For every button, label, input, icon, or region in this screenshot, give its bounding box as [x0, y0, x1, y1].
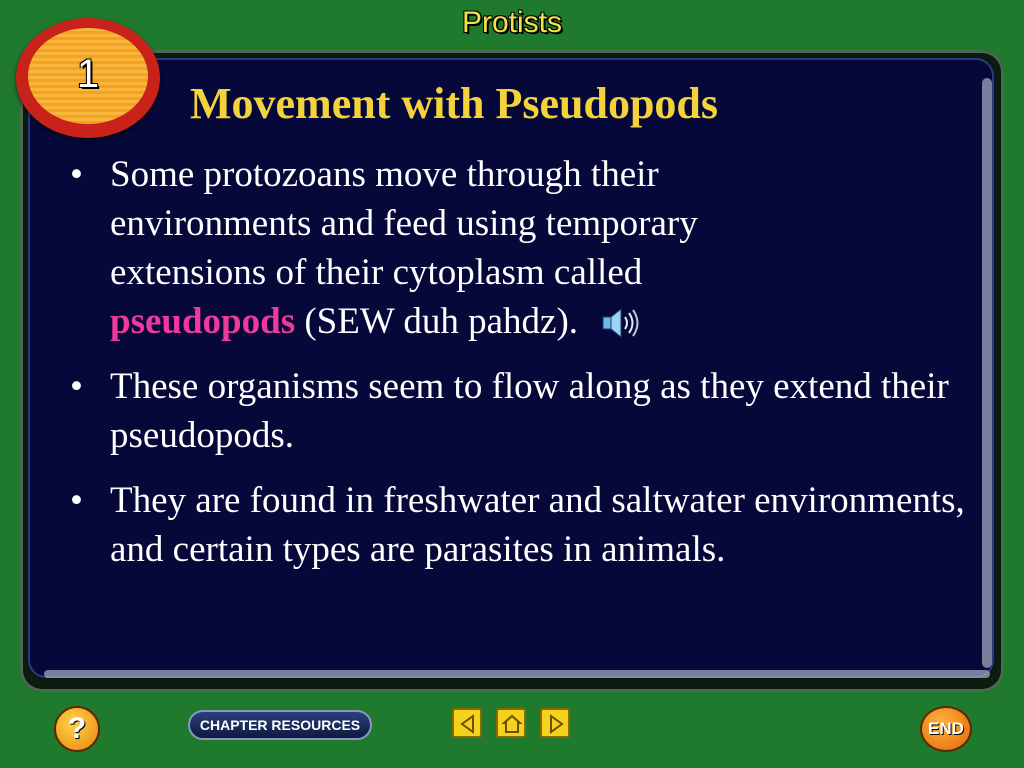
previous-button[interactable]: [452, 708, 482, 738]
speaker-icon[interactable]: [601, 304, 641, 338]
arrow-right-icon: [545, 713, 567, 735]
next-button[interactable]: [540, 708, 570, 738]
bullet-item: [66, 362, 966, 460]
bullet-glyph: •: [70, 480, 83, 521]
arrow-left-icon: [457, 713, 479, 735]
bullet-glyph: •: [70, 366, 83, 407]
bullet-list: [66, 150, 966, 590]
panel-edge-right: [982, 78, 992, 668]
chapter-title: Protists: [461, 6, 563, 39]
home-icon: [501, 713, 523, 735]
section-number: 1: [76, 52, 100, 96]
bullet-glyph: •: [70, 154, 83, 195]
slide-title: Movement with Pseudopods: [190, 79, 719, 128]
panel-edge-bottom: [44, 670, 990, 678]
bullet-item: [66, 476, 966, 574]
bullet-item: [66, 150, 966, 346]
bullet-line: extensions of their cytoplasm called: [110, 252, 643, 293]
chapter-resources-button[interactable]: CHAPTER RESOURCES: [188, 710, 372, 740]
bullet-line: Some protozoans move through their: [110, 154, 659, 195]
pronunciation: (SEW duh pahdz).: [295, 301, 579, 342]
bullet-text: These organisms seem to flow along as they extend their pseudopods.: [110, 366, 949, 456]
help-button[interactable]: ?: [54, 706, 100, 752]
home-button[interactable]: [496, 708, 526, 738]
end-button[interactable]: END: [920, 706, 972, 752]
key-term: pseudopods: [110, 301, 296, 342]
bullet-line: environments and feed using temporary: [110, 203, 698, 244]
bullet-text: They are found in freshwater and saltwater environments, and certain types are parasites in animals.: [110, 480, 965, 570]
